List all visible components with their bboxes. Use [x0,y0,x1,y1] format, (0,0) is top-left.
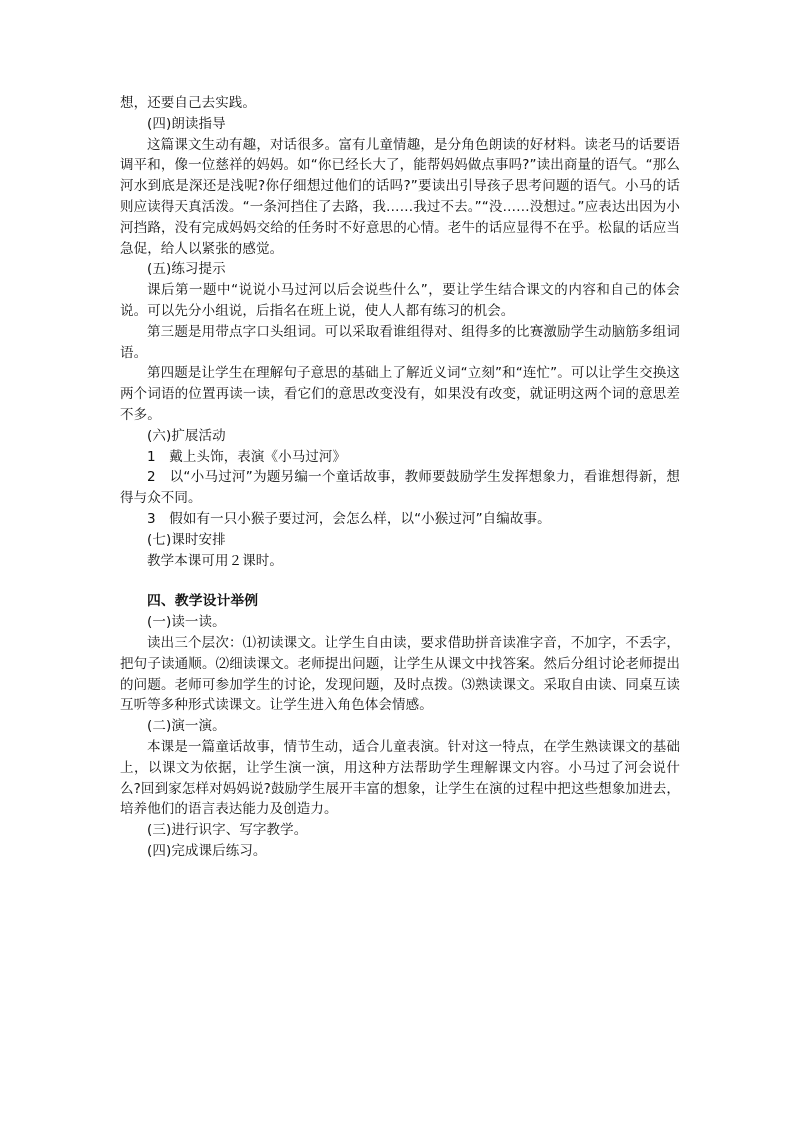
extension-item-2: 2 以“小马过河”为题另编一个童话故事，教师要鼓励学生发挥想象力，看谁想得新，想得与众不同。 [120,469,680,507]
paragraph-read: 读出三个层次：⑴初读课文。让学生自由读，要求借助拼音读准字音，不加字，不丢字，把句子读通顺。⑵细读课文。老师提出问题，让学生从课文中找答案。然后分组讨论老师提出的问题。老师可参加学生的讨论，发现问题，及时点拨。⑶熟读课文。采取自由读、同桌互读互听等多种形式读课文。让学生进入角色体会情感。 [120,634,680,714]
paragraph-lesson-schedule: 教学本课可用２课时。 [147,552,283,569]
heading-homework: (四)完成课后练习。 [147,842,267,859]
extension-item-1: 1 戴上头饰，表演《小马过河》 [147,448,347,465]
heading-exercise-tips: (五)练习提示 [147,261,226,278]
section-gap [120,571,680,591]
heading-extension-activities: (六)扩展活动 [147,427,226,444]
paragraph-exercise-4: 第四题是让学生在理解句子意思的基础上了解近义词“立刻”和“连忙”。可以让学生交换这两个词语的位置再读一读，看它们的意思改变没有，如果没有改变，就证明这两个词的意思差不多。 [120,365,680,423]
paragraph-act: 本课是一篇童话故事，情节生动，适合儿童表演。针对这一特点，在学生熟读课文的基础上，以课文为依据，让学生演一演，用这种方法帮助学生理解课文内容。小马过了河会说什么?回到家怎样对妈妈说?鼓励学生展开丰富的想象，让学生在演的过程中把这些想象加进去，培养他们的语言表达能力及创造力。 [120,738,680,818]
heading-act: (二)演一演。 [147,718,226,735]
heading-read: (一)读一读。 [147,614,226,631]
extension-item-3: 3 假如有一只小猴子要过河，会怎么样，以“小猴过河”自编故事。 [147,510,551,527]
heading-literacy: (三)进行识字、写字教学。 [147,822,308,839]
heading-reading-guidance: (四)朗读指导 [147,115,226,132]
paragraph-exercise-1: 课后第一题中“说说小马过河以后会说些什么”，要让学生结合课文的内容和自己的体会说。可以先分小组说，后指名在班上说，使人人都有练习的机会。 [120,282,680,319]
section-title-design-examples: 四、教学设计举例 [147,593,259,610]
paragraph-reading-guidance: 这篇课文生动有趣，对话很多。富有儿童情趣，是分角色朗读的好材料。读老马的话要语调平和，像一位慈祥的妈妈。如“你已经长大了，能帮妈妈做点事吗?”读出商量的语气。“那么河水到底是深还是浅呢?你仔细想过他们的话吗?”要读出引导孩子思考问题的语气。小马的话则应读得天真活泼。“一条河挡住了去路，我……我过不去。”“没……没想过。”应表达出因为小河挡路，没有完成妈妈交给的任务时不好意思的心情。老牛的话应显得不在乎。松鼠的话应当急促，给人以紧张的感觉。 [120,136,680,257]
continuation-line: 想，还要自己去实践。 [120,95,256,111]
document-page [120,93,680,862]
heading-lesson-schedule: (七)课时安排 [147,531,226,548]
paragraph-exercise-3: 第三题是用带点字口头组词。可以采取看谁组得对、组得多的比赛激励学生动脑筋多组词语。 [120,323,680,361]
